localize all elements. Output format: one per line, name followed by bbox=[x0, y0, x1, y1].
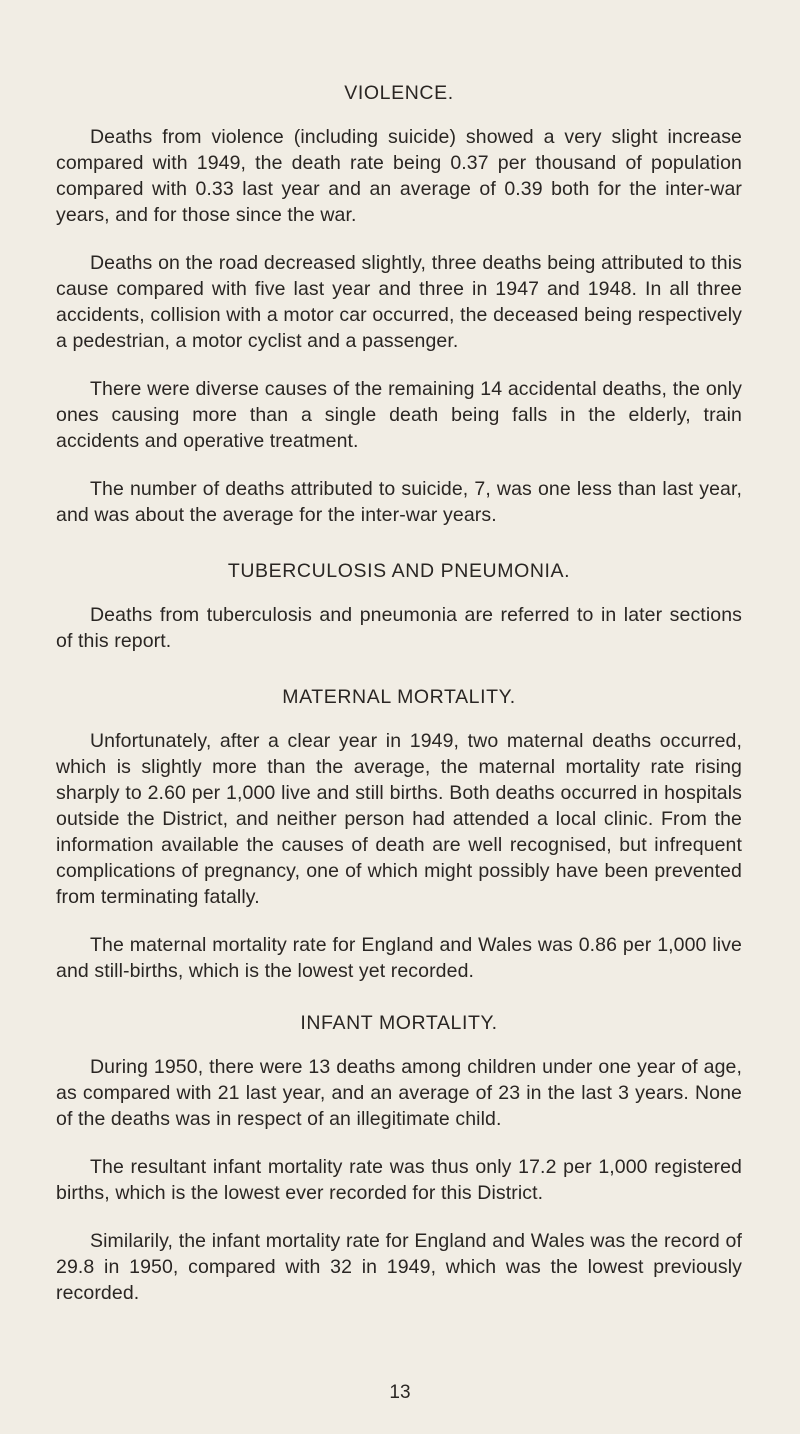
section-violence bbox=[56, 80, 742, 528]
section-tuberculosis-pneumonia bbox=[56, 558, 742, 654]
document-page bbox=[56, 80, 742, 1306]
paragraph-infant-rate: The resultant infant mortality rate was thus only 17.2 per 1,000 registered births, which is the lowest ever recorded for this District. bbox=[56, 1156, 742, 1204]
section-infant-mortality bbox=[56, 1010, 742, 1306]
paragraph-accidental-deaths: There were diverse causes of the remaining 14 accidental deaths, the only ones causing more than a single death being falls in the elderly, train accidents and operative treatment. bbox=[56, 378, 742, 452]
section-heading-maternal-mortality: MATERNAL MORTALITY. bbox=[282, 686, 516, 708]
section-heading-violence: VIOLENCE. bbox=[344, 82, 454, 104]
paragraph-violence-rate: Deaths from violence (including suicide) showed a very slight increase compared with 1949, the death rate being 0.37 per thousand of population compared with 0.33 last year and an average of 0.39 both for the inter-war years, and for those since the war. bbox=[56, 126, 742, 226]
paragraph-road-deaths: Deaths on the road decreased slightly, three deaths being attributed to this cause compared with five last year and three in 1947 and 1948. In all three accidents, collision with a motor car occurred, the deceased being respectively a pedestrian, a motor cyclist and a passenger. bbox=[56, 252, 742, 352]
paragraph-maternal-deaths: Unfortunately, after a clear year in 1949, two maternal deaths occurred, which is slightly more than the average, the maternal mortality rate rising sharply to 2.60 per 1,000 live and still births. Both deaths occurred in hospitals outside the District, and neither person had attended a local clinic. From the information available the causes of death are well recognised, but infrequent complications of pregnancy, one of which might possibly have been prevented from terminating fatally. bbox=[56, 730, 742, 908]
section-heading-tuberculosis-pneumonia: TUBERCULOSIS AND PNEUMONIA. bbox=[227, 560, 571, 582]
paragraph-maternal-rate-england-wales: The maternal mortality rate for England and Wales was 0.86 per 1,000 live and still-births, which is the lowest yet recorded. bbox=[56, 934, 742, 982]
paragraph-tuberculosis-pneumonia: Deaths from tuberculosis and pneumonia are referred to in later sections of this report. bbox=[56, 604, 742, 652]
section-heading-infant-mortality: INFANT MORTALITY. bbox=[300, 1012, 498, 1034]
page-number: 13 bbox=[389, 1382, 411, 1403]
section-maternal-mortality bbox=[56, 684, 742, 984]
paragraph-infant-deaths: During 1950, there were 13 deaths among children under one year of age, as compared with 21 last year, and an average of 23 in the last 3 years. None of the deaths was in respect of an illegitimate child. bbox=[56, 1056, 742, 1130]
paragraph-suicide: The number of deaths attributed to suicide, 7, was one less than last year, and was about the average for the inter-war years. bbox=[56, 478, 742, 526]
paragraph-infant-rate-england-wales: Similarily, the infant mortality rate for England and Wales was the record of 29.8 in 1950, compared with 32 in 1949, which was the lowest previously recorded. bbox=[56, 1230, 742, 1304]
